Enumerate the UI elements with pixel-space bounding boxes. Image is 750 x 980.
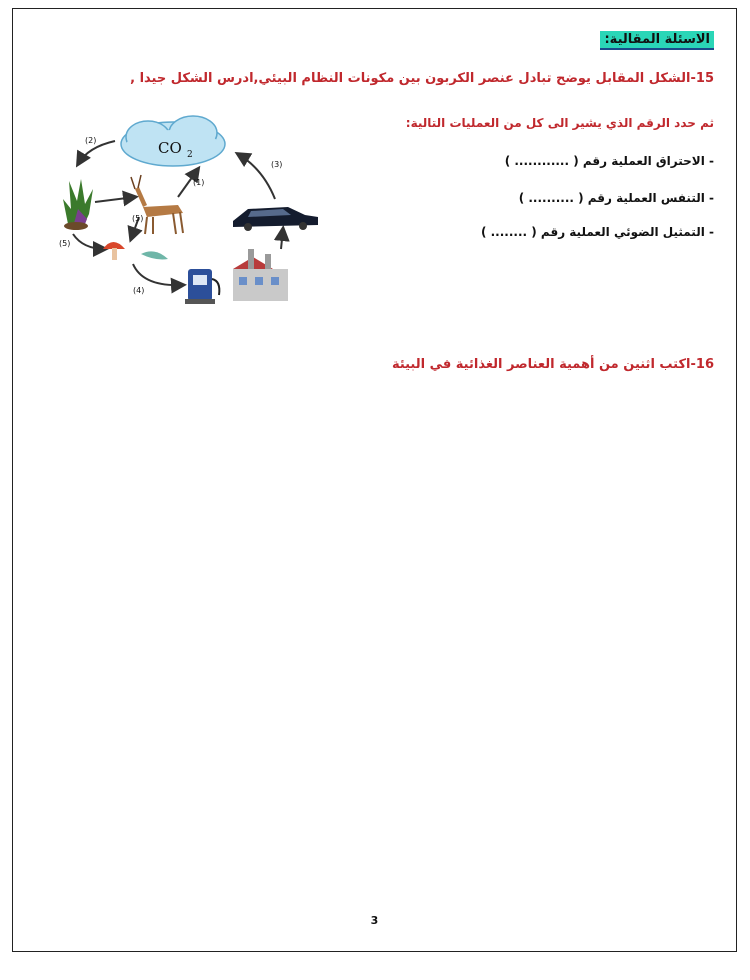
arrow-4: [133, 264, 183, 285]
section-title: الاسئلة المقالية:: [600, 31, 714, 50]
page-number: 3: [370, 914, 379, 927]
label-2: (2): [85, 136, 97, 145]
arrow-5-lower: [73, 234, 105, 249]
question-16: 16-اكتب اثنين من أهمية العناصر الغذائية في البيئة: [391, 357, 714, 372]
question-15-item-photosynthesis: - التمثيل الضوئي العملية رقم ( ........ ): [480, 225, 714, 239]
fossil-icon: [141, 251, 168, 259]
label-5-lower: (5): [59, 239, 71, 248]
arrow-plant-to-deer: [95, 197, 135, 202]
arrow-2: [78, 141, 115, 164]
question-15-item-combustion: - الاحتراق العملية رقم ( ............ ): [504, 154, 714, 168]
car-icon: [233, 207, 318, 231]
factory-icon: [233, 249, 288, 301]
label-1: (1): [193, 178, 205, 187]
label-5-upper: (5): [132, 214, 144, 223]
label-3: (3): [271, 160, 283, 169]
label-4: (4): [133, 286, 145, 295]
question-15-item-respiration: - التنفس العملية رقم ( .......... ): [518, 191, 714, 205]
co2-subscript: 2: [187, 150, 193, 160]
question-15: 15-الشكل المقابل يوضح تبادل عنصر الكربون بين مكونات النظام البيئي,ادرس الشكل جيدا ,: [130, 71, 714, 86]
co2-label: CO: [158, 139, 182, 157]
question-15-instruction: ثم حدد الرقم الذي يشير الى كل من العمليات التالية:: [405, 116, 714, 130]
mushroom-icon: [103, 242, 125, 260]
fuel-pump-icon: [185, 269, 219, 304]
carbon-cycle-diagram: [43, 109, 333, 309]
worksheet-page: [12, 8, 737, 952]
arrow-factory-to-car: [281, 229, 283, 249]
plant-icon: [63, 179, 93, 230]
arrow-3: [238, 154, 275, 199]
deer-icon: [131, 175, 183, 234]
